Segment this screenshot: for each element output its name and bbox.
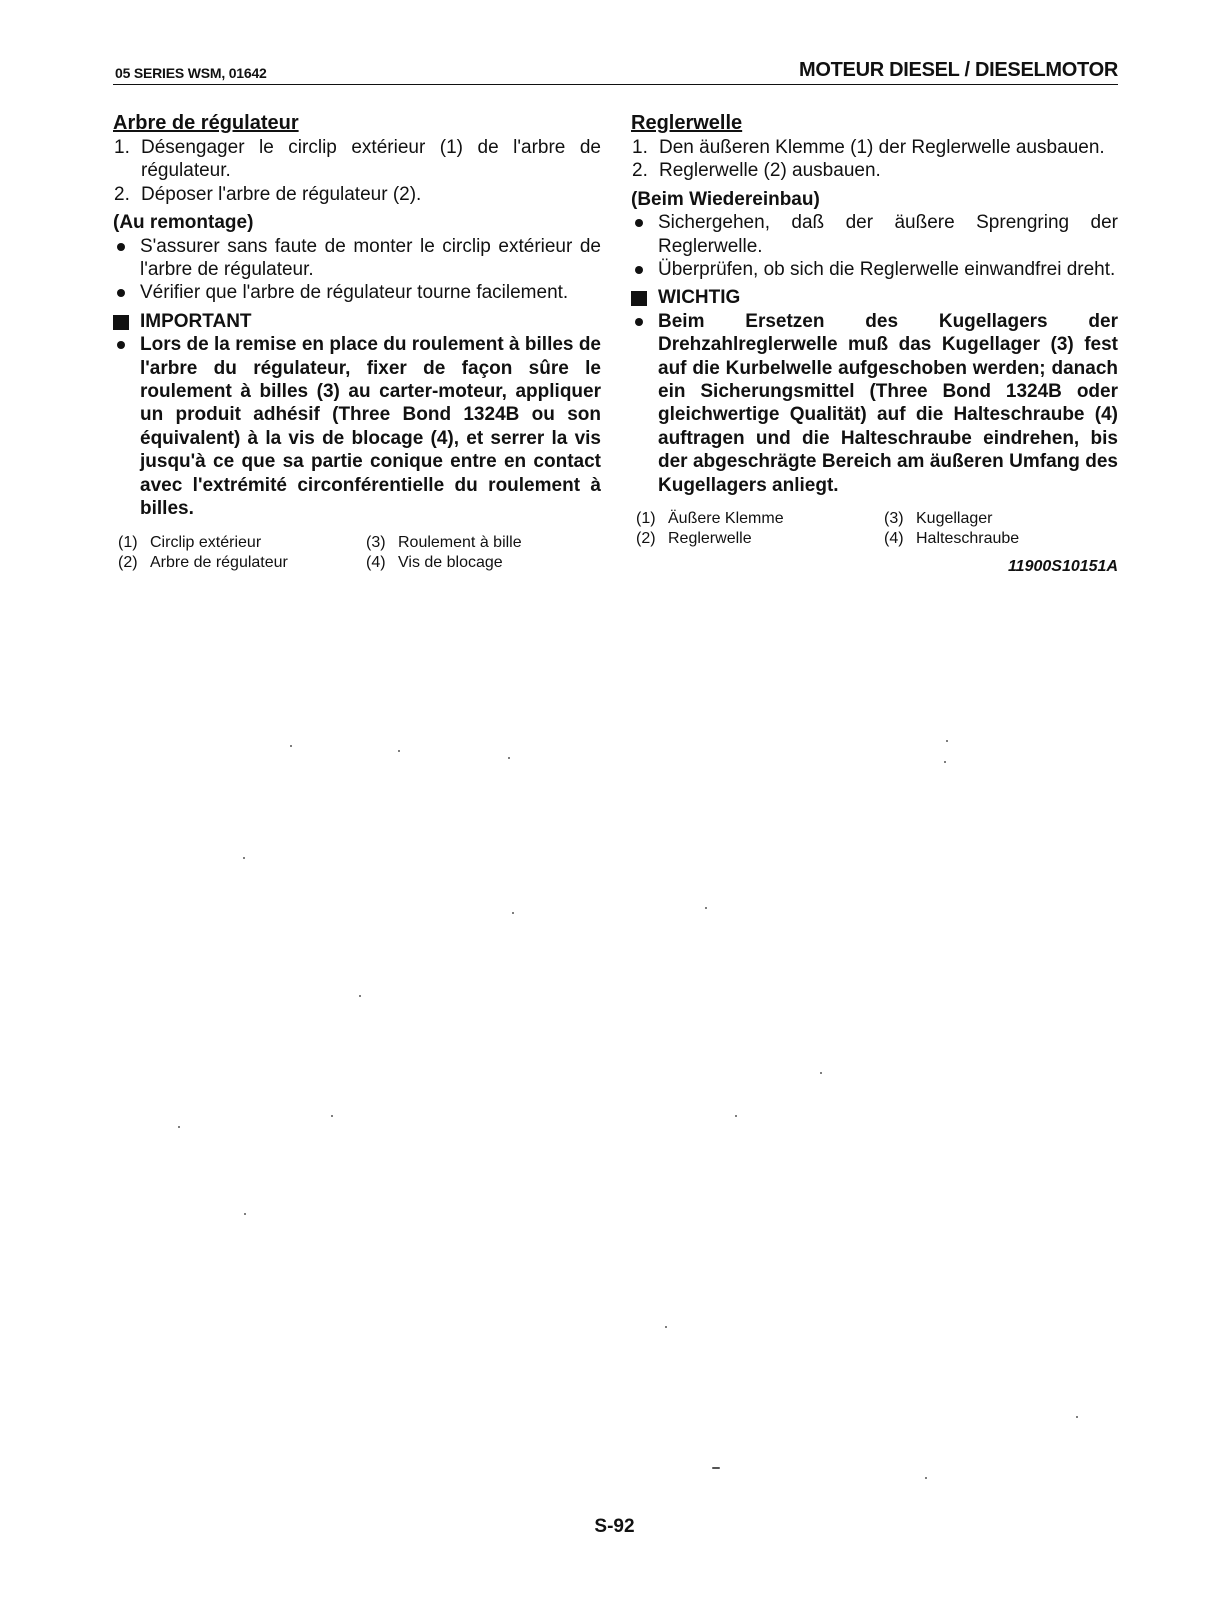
de-legend-item — [636, 509, 884, 529]
de-section-heading: Reglerwelle — [631, 112, 743, 134]
de-legend-item — [636, 529, 884, 549]
legend-number: (4) — [366, 553, 386, 571]
de-step-1-num: 1. — [632, 137, 648, 158]
german-column — [631, 110, 1118, 579]
de-bullet-1 — [631, 211, 1118, 258]
speck — [243, 857, 245, 859]
section-title: MOTEUR DIESEL / DIESELMOTOR — [799, 59, 1118, 81]
de-step-2-num: 2. — [632, 160, 648, 182]
legend-label: Halteschraube — [916, 530, 1020, 548]
de-bullet-2-text: Überprüfen, ob sich die Reglerwelle einwandfrei dreht. — [658, 259, 1116, 281]
de-legend-item — [884, 509, 1118, 529]
reference-code: 11900S10151A — [1007, 558, 1118, 576]
fr-bullet-2-text: Vérifier que l'arbre de régulateur tourne facilement. — [140, 282, 569, 304]
warning-square-icon — [631, 291, 647, 306]
de-bullet-1-text: Sichergehen, daß der äußere Sprengring der Reglerwelle. — [658, 212, 1118, 257]
bullet-icon — [635, 219, 643, 227]
legend-number: (1) — [636, 510, 656, 528]
speck — [735, 1115, 737, 1117]
speck — [331, 1115, 333, 1117]
speck — [178, 1126, 180, 1128]
speck — [820, 1072, 822, 1074]
legend-label: Arbre de régulateur — [150, 553, 288, 571]
legend-number: (2) — [118, 553, 138, 571]
speck — [1076, 1416, 1078, 1418]
fr-important-label — [113, 310, 601, 333]
bullet-icon — [635, 318, 643, 326]
legend-number: (3) — [366, 533, 386, 551]
speck — [508, 757, 510, 759]
fr-step-1-num: 1. — [114, 137, 130, 158]
bullet-icon — [117, 243, 125, 251]
legend-label: Circlip extérieur — [150, 533, 262, 551]
legend-number: (1) — [118, 533, 138, 551]
legend-number: (4) — [884, 530, 904, 548]
de-important-label — [631, 286, 1118, 309]
legend-label: Vis de blocage — [398, 553, 503, 571]
fr-step-1-text: Désengager le circlip extérieur (1) de l'arbre de régulateur. — [141, 137, 601, 182]
speck — [512, 912, 514, 914]
speck — [665, 1326, 667, 1328]
fr-important-body: Lors de la remise en place du roulement à billes de l'arbre du régulateur, fixer de façon sûre le roulement à billes (3) au carter-moteur, appliquer un produit adhésif (Three Bond 1324B ou son équivalent) à la vis de blocage (4), et serrer la vis jusqu'à ce que sa partie conique entre en contact avec l'extrémité circonférentielle du roulement à billes. — [140, 334, 601, 520]
de-important-text — [631, 310, 1118, 497]
de-legend-item — [884, 529, 1118, 549]
page-header — [113, 58, 1118, 85]
de-important-label-text: WICHTIG — [658, 287, 741, 309]
manual-id: 05 SERIES WSM, 01642 — [115, 65, 267, 81]
fr-bullet-1-text: S'assurer sans faute de monter le circlip extérieur de l'arbre de régulateur. — [140, 235, 601, 281]
fr-step-1 — [113, 136, 601, 183]
speck — [244, 1213, 246, 1215]
french-column — [113, 110, 601, 573]
legend-label: Reglerwelle — [668, 530, 752, 548]
de-step-1 — [631, 136, 1118, 159]
bullet-icon — [117, 341, 125, 349]
de-bullet-2 — [631, 258, 1118, 281]
fr-bullet-1 — [113, 235, 601, 282]
speck — [712, 1467, 720, 1469]
fr-reassembly-heading: (Au remontage) — [113, 212, 254, 234]
speck — [925, 1477, 927, 1479]
legend-number: (2) — [636, 530, 656, 548]
fr-legend-item — [366, 533, 601, 553]
legend-label: Äußere Klemme — [668, 510, 784, 528]
warning-square-icon — [113, 315, 129, 330]
speck — [944, 761, 946, 763]
de-step-2-text: Reglerwelle (2) ausbauen. — [659, 160, 881, 182]
speck — [705, 907, 707, 909]
de-legend — [631, 509, 1118, 549]
de-important-body: Beim Ersetzen des Kugellagers der Drehzahlreglerwelle muß das Kugellager (3) fest auf die Kurbelwelle aufgeschoben werden; danach ein Sicherungsmittel (Three Bond 1324B oder gleichwertige Qualität) auf die Halteschraube (4) auftragen und die Halteschraube eindrehen, bis der abgeschrägte Bereich am äußeren Umfang des Kugellagers anliegt. — [658, 310, 1118, 496]
speck — [946, 740, 948, 742]
fr-step-2-text: Déposer l'arbre de régulateur (2). — [141, 183, 422, 205]
fr-legend-item — [118, 533, 366, 553]
legend-label: Kugellager — [916, 510, 993, 528]
fr-important-text — [113, 333, 601, 520]
fr-legend-item — [118, 553, 366, 573]
fr-step-2 — [113, 183, 601, 206]
fr-legend — [113, 533, 601, 573]
legend-label: Roulement à bille — [398, 533, 522, 551]
fr-legend-item — [366, 553, 601, 573]
bullet-icon — [635, 266, 643, 274]
page-number: S-92 — [594, 1516, 635, 1537]
bullet-icon — [117, 289, 125, 297]
fr-bullet-2 — [113, 281, 601, 304]
legend-number: (3) — [884, 510, 904, 528]
speck — [359, 995, 361, 997]
fr-important-label-text: IMPORTANT — [140, 310, 252, 332]
de-reassembly-heading: (Beim Wiedereinbau) — [631, 188, 820, 210]
de-step-1-text: Den äußeren Klemme (1) der Reglerwelle ausbauen. — [659, 137, 1105, 158]
de-step-2 — [631, 159, 1118, 182]
fr-section-heading: Arbre de régulateur — [113, 112, 299, 134]
speck — [290, 745, 292, 747]
speck — [398, 750, 400, 752]
fr-step-2-num: 2. — [114, 183, 130, 205]
